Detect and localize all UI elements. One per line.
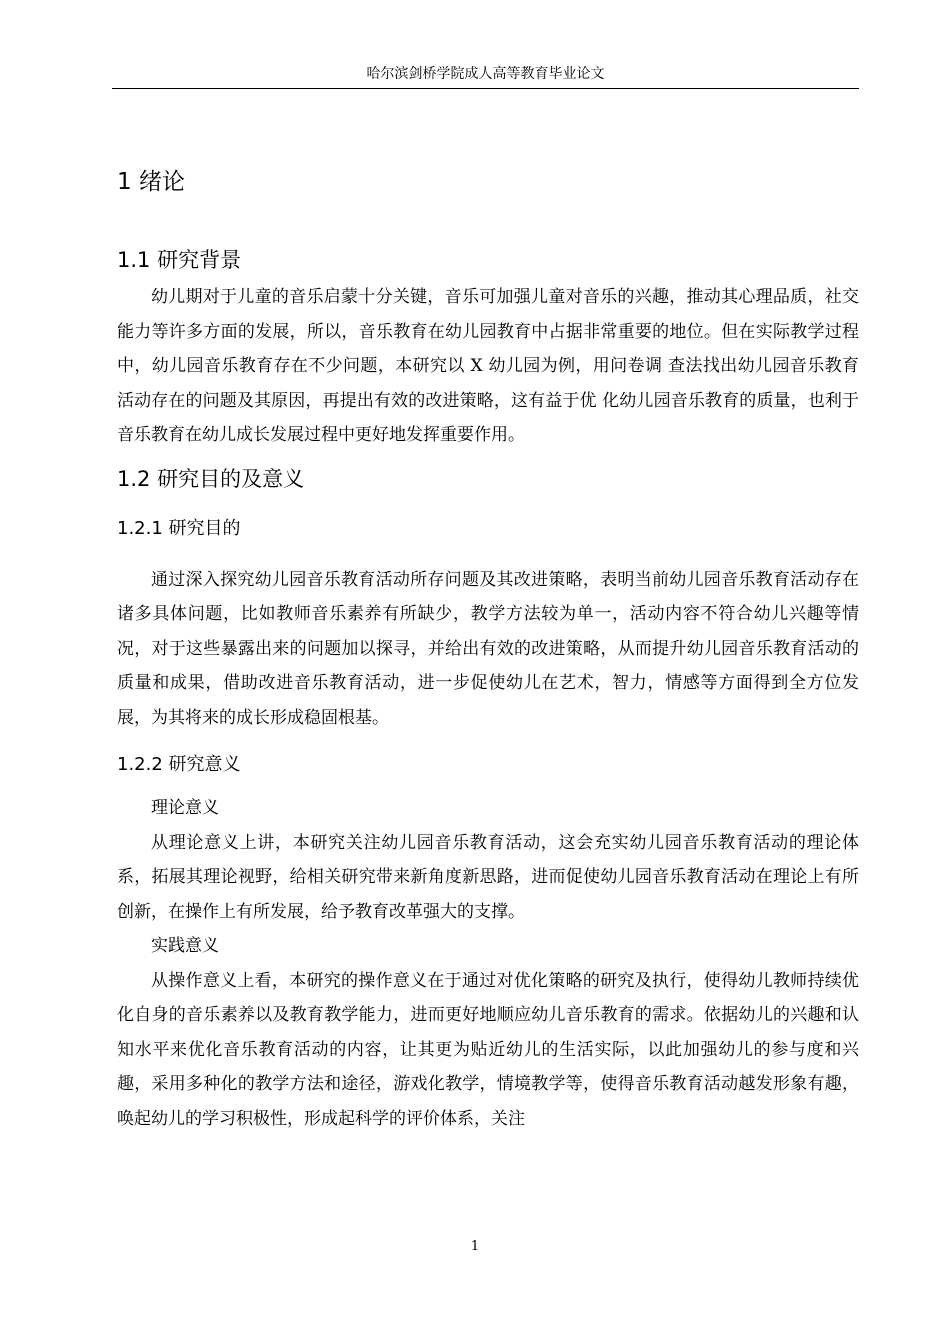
- header-rule: [112, 88, 859, 89]
- paragraph-theory: 从理论意义上讲，本研究关注幼儿园音乐教育活动，这会充实幼儿园音乐教育活动的理论体系，拓展其理论视野，给相关研究带来新角度新思路，进而促使幼儿园音乐教育活动在理论上有所创新，在操作上有所发展，给予教育改革强大的支撑。: [117, 832, 859, 922]
- document-body: [117, 150, 859, 1136]
- page-number: 1: [470, 1239, 480, 1254]
- page-header: 哈尔滨剑桥学院成人高等教育毕业论文: [366, 66, 605, 82]
- section-title-purpose: 1.2 研究目的及意义: [117, 466, 305, 491]
- paragraph-aim: 通过深入探究幼儿园音乐教育活动所存问题及其改进策略，表明当前幼儿园音乐教育活动存在诸多具体问题，比如教师音乐素养有所缺少，教学方法较为单一，活动内容不符合幼儿兴趣等情况，对于这些暴露出来的问题加以探寻，并给出有效的改进策略，从而提升幼儿园音乐教育活动的质量和成果，借助改进音乐教育活动，进一步促使幼儿在艺术，智力，情感等方面得到全方位发展，为其将来的成长形成稳固根基。: [117, 569, 859, 728]
- paragraph-practice: 从操作意义上看，本研究的操作意义在于通过对优化策略的研究及执行，使得幼儿教师持续优化自身的音乐素养以及教育教学能力，进而更好地顺应幼儿音乐教育的需求。依据幼儿的兴趣和认知水平来优化音乐教育活动的内容，让其更为贴近幼儿的生活实际，以此加强幼儿的参与度和兴趣，采用多种化的教学方法和途径，游戏化教学，情境教学等，使得音乐教育活动越发形象有趣，唤起幼儿的学习积极性，形成起科学的评价体系，关注: [117, 970, 859, 1129]
- section-title-background: 1.1 研究背景: [117, 248, 242, 272]
- paragraph-background: 幼儿期对于儿童的音乐启蒙十分关键，音乐可加强儿童对音乐的兴趣，推动其心理品质，社交能力等许多方面的发展，所以，音乐教育在幼儿园教育中占据非常重要的地位。但在实际教学过程中，幼儿园音乐教育存在不少问题，本研究以 X 幼儿园为例，用问卷调 查法找出幼儿园音乐教育活动存在的问题及其原因，再提出有效的改进策略，这有益于优 化幼儿园音乐教育的质量，也利于音乐教育在幼儿成长发展过程中更好地发挥重要作用。: [117, 287, 859, 445]
- chapter-title: 1 绪论: [117, 169, 185, 195]
- subsection-title-aim: 1.2.1 研究目的: [117, 517, 241, 539]
- label-practice: 实践意义: [151, 936, 219, 956]
- label-theory: 理论意义: [151, 798, 219, 818]
- subsection-title-significance: 1.2.2 研究意义: [117, 754, 241, 775]
